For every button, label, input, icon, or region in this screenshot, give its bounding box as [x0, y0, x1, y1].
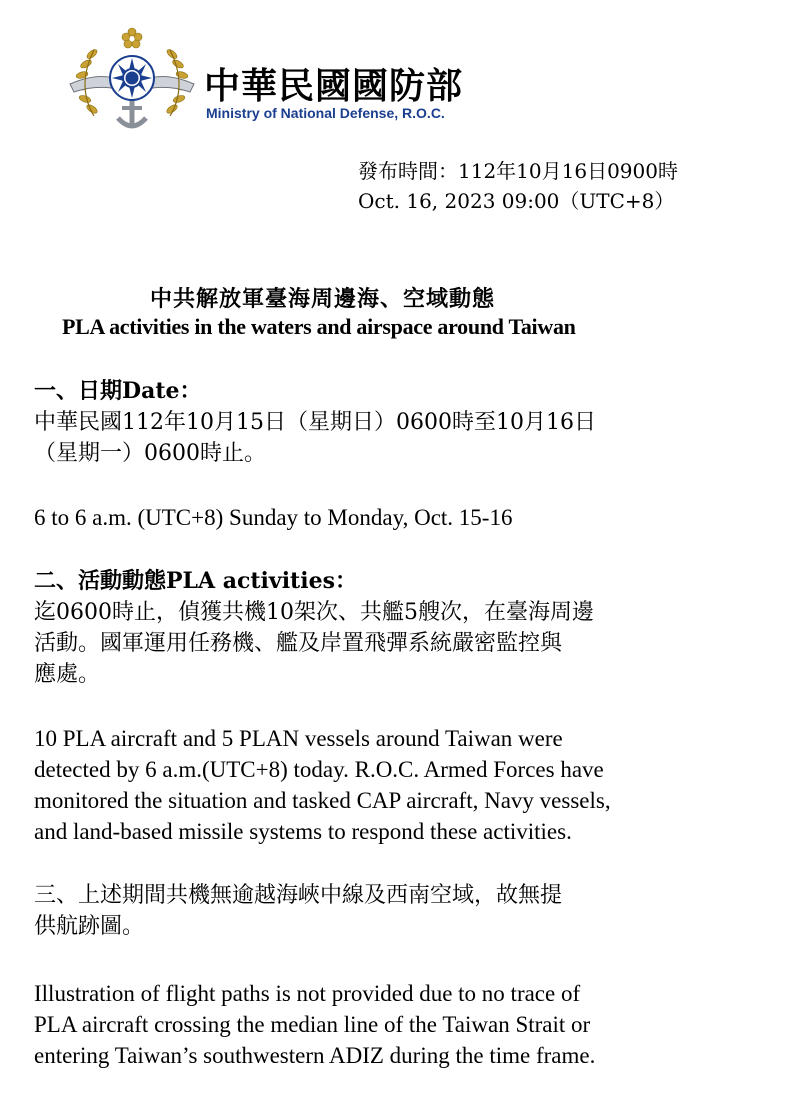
section-activities-english-line: and land-based missile systems to respond these activities. [34, 819, 572, 844]
section-activities-english-line: monitored the situation and tasked CAP aircraft, Navy vessels, [34, 788, 611, 813]
title-chinese: 中共解放軍臺海周邊海、空域動態 [150, 286, 496, 312]
section-activities-line: 迄0600時止，偵獲共機10架次、共艦5艘次，在臺海周邊 [34, 600, 594, 625]
section-activities-english-line: detected by 6 a.m.(UTC+8) today. R.O.C. Armed Forces have [34, 757, 604, 782]
release-time-english: Oct. 16, 2023 09:00（UTC+8） [358, 189, 675, 213]
release-time [358, 156, 678, 216]
title-english: PLA activities in the waters and airspace around Taiwan [62, 314, 576, 339]
section-activities-line: 活動。國軍運用任務機、艦及岸置飛彈系統嚴密監控與 [34, 631, 563, 656]
ministry-name-chinese: 中華民國國防部 [204, 66, 464, 107]
ministry-header [62, 26, 522, 142]
section-flight-paths-english [34, 978, 774, 1071]
section-flight-paths-english-line: PLA aircraft crossing the median line of the Taiwan Strait or [34, 1012, 591, 1037]
section-date-english-line: 6 to 6 a.m. (UTC+8) Sunday to Monday, Oct. 15-16 [34, 505, 513, 530]
section-activities-english-line: 10 PLA aircraft and 5 PLAN vessels around Taiwan were [34, 726, 563, 751]
section-activities-chinese [34, 566, 774, 690]
ministry-emblem-icon [62, 26, 202, 138]
section-date-english [34, 502, 774, 533]
release-time-chinese: 發布時間：112年10月16日0900時 [358, 159, 678, 183]
section-flight-paths-english-line: Illustration of flight paths is not provided due to no trace of [34, 981, 581, 1006]
section-flight-paths-chinese [34, 880, 774, 942]
section-date-line: 中華民國112年10月15日（星期日）0600時至10月16日 [34, 410, 596, 435]
section-flight-paths-line: 三、上述期間共機無逾越海峽中線及西南空域，故無提 [34, 883, 563, 908]
section-flight-paths-line: 供航跡圖。 [34, 914, 145, 939]
section-activities-line: 應處。 [34, 662, 101, 687]
section-activities-english [34, 723, 774, 847]
section-date-heading: 一、日期Date： [34, 378, 202, 404]
section-activities-heading: 二、活動動態PLA activities： [34, 568, 357, 594]
ministry-name-english: Ministry of National Defense, R.O.C. [206, 105, 445, 121]
section-date-line: （星期一）0600時止。 [34, 441, 266, 466]
section-flight-paths-english-line: entering Taiwan’s southwestern ADIZ during the time frame. [34, 1043, 596, 1068]
section-date-chinese [34, 376, 774, 469]
